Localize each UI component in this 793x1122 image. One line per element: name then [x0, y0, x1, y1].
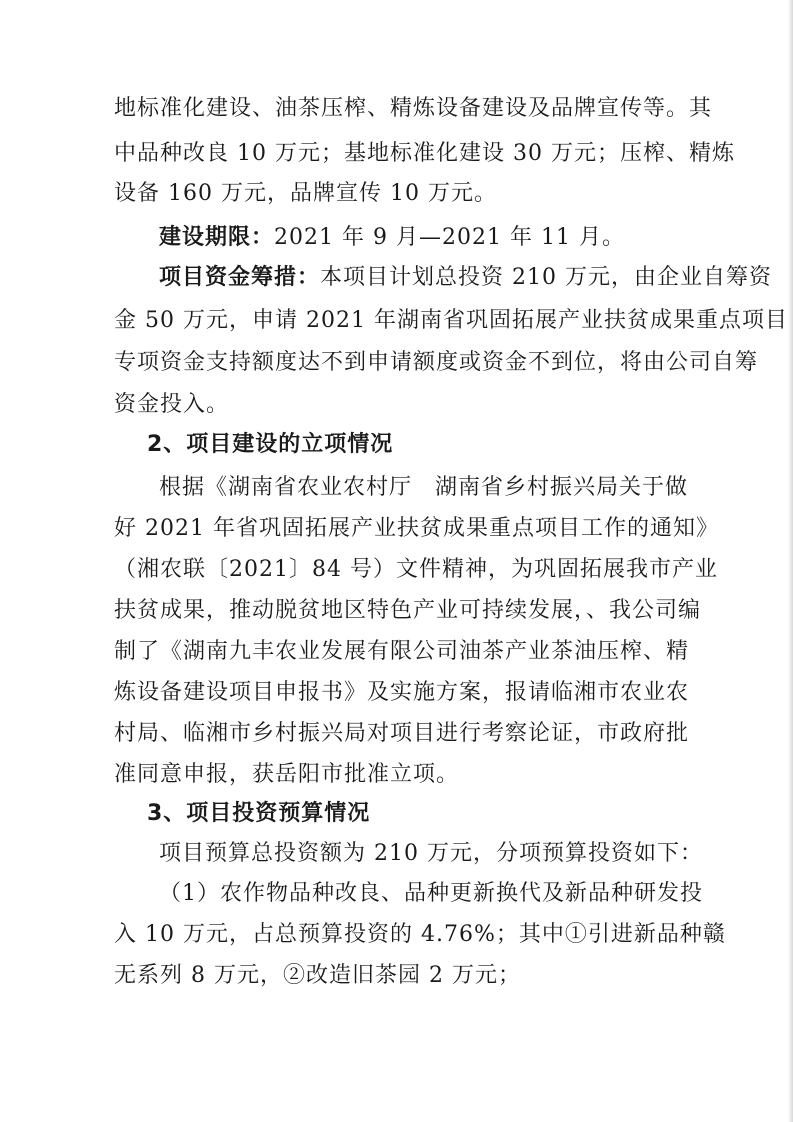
- construction-period: [159, 224, 739, 252]
- funding-label: 项目资金筹措：: [159, 265, 321, 290]
- paragraph-line: 入 10 万元，占总预算投资的 4.76%；其中①引进新品种赣: [114, 922, 726, 947]
- section-heading-3: 3、项目投资预算情况: [147, 801, 371, 826]
- paragraph-line: 好 2021 年省巩固拓展产业扶贫成果重点项目工作的通知》: [114, 516, 719, 541]
- paragraph-line: 准同意申报，获岳阳市批准立项。: [114, 762, 460, 787]
- paragraph-line: （1）农作物品种改良、品种更新换代及新品种研发投: [159, 881, 703, 906]
- paragraph-line: 中品种改良 10 万元；基地标准化建设 30 万元；压榨、精炼: [114, 141, 735, 166]
- paragraph-line: （湘农联〔2021〕84 号）文件精神，为巩固拓展我市产业: [114, 557, 718, 582]
- paragraph-line: 地标准化建设、油茶压榨、精炼设备建设及品牌宣传等。其: [114, 96, 713, 121]
- section-heading-2: 2、项目建设的立项情况: [147, 432, 394, 457]
- paragraph-line: 村局、临湘市乡村振兴局对项目进行考察论证，市政府批: [114, 721, 690, 746]
- paragraph-line: 根据《湖南省农业农村厅 湖南省乡村振兴局关于做: [159, 475, 689, 500]
- paragraph-line: 项目预算总投资额为 210 万元，分项预算投资如下：: [159, 841, 703, 866]
- paragraph-line: 炼设备建设项目申报书》及实施方案，报请临湘市农业农: [114, 680, 690, 705]
- paragraph-line: 制了《湖南九丰农业发展有限公司油茶产业茶油压榨、精: [114, 639, 690, 664]
- paragraph-line: 扶贫成果，推动脱贫地区特色产业可持续发展，、我公司编: [114, 598, 702, 623]
- scan-edge-shadow: [788, 0, 793, 1122]
- paragraph-line: 资金投入。: [114, 392, 230, 417]
- paragraph-line: 无系列 8 万元，②改造旧茶园 2 万元；: [114, 963, 521, 988]
- paragraph-line: 设备 160 万元，品牌宣传 10 万元。: [114, 181, 497, 206]
- funding-text: 本项目计划总投资 210 万元，由企业自筹资: [320, 265, 772, 290]
- funding-line: [159, 264, 772, 292]
- construction-period-label: 建设期限：: [159, 225, 275, 250]
- construction-period-text: 2021 年 9 月—2021 年 11 月。: [274, 225, 625, 250]
- paragraph-line: 金 50 万元，申请 2021 年湖南省巩固拓展产业扶贫成果重点项目: [114, 308, 788, 333]
- paragraph-line: 专项资金支持额度达不到申请额度或资金不到位，将由公司自筹: [114, 350, 759, 375]
